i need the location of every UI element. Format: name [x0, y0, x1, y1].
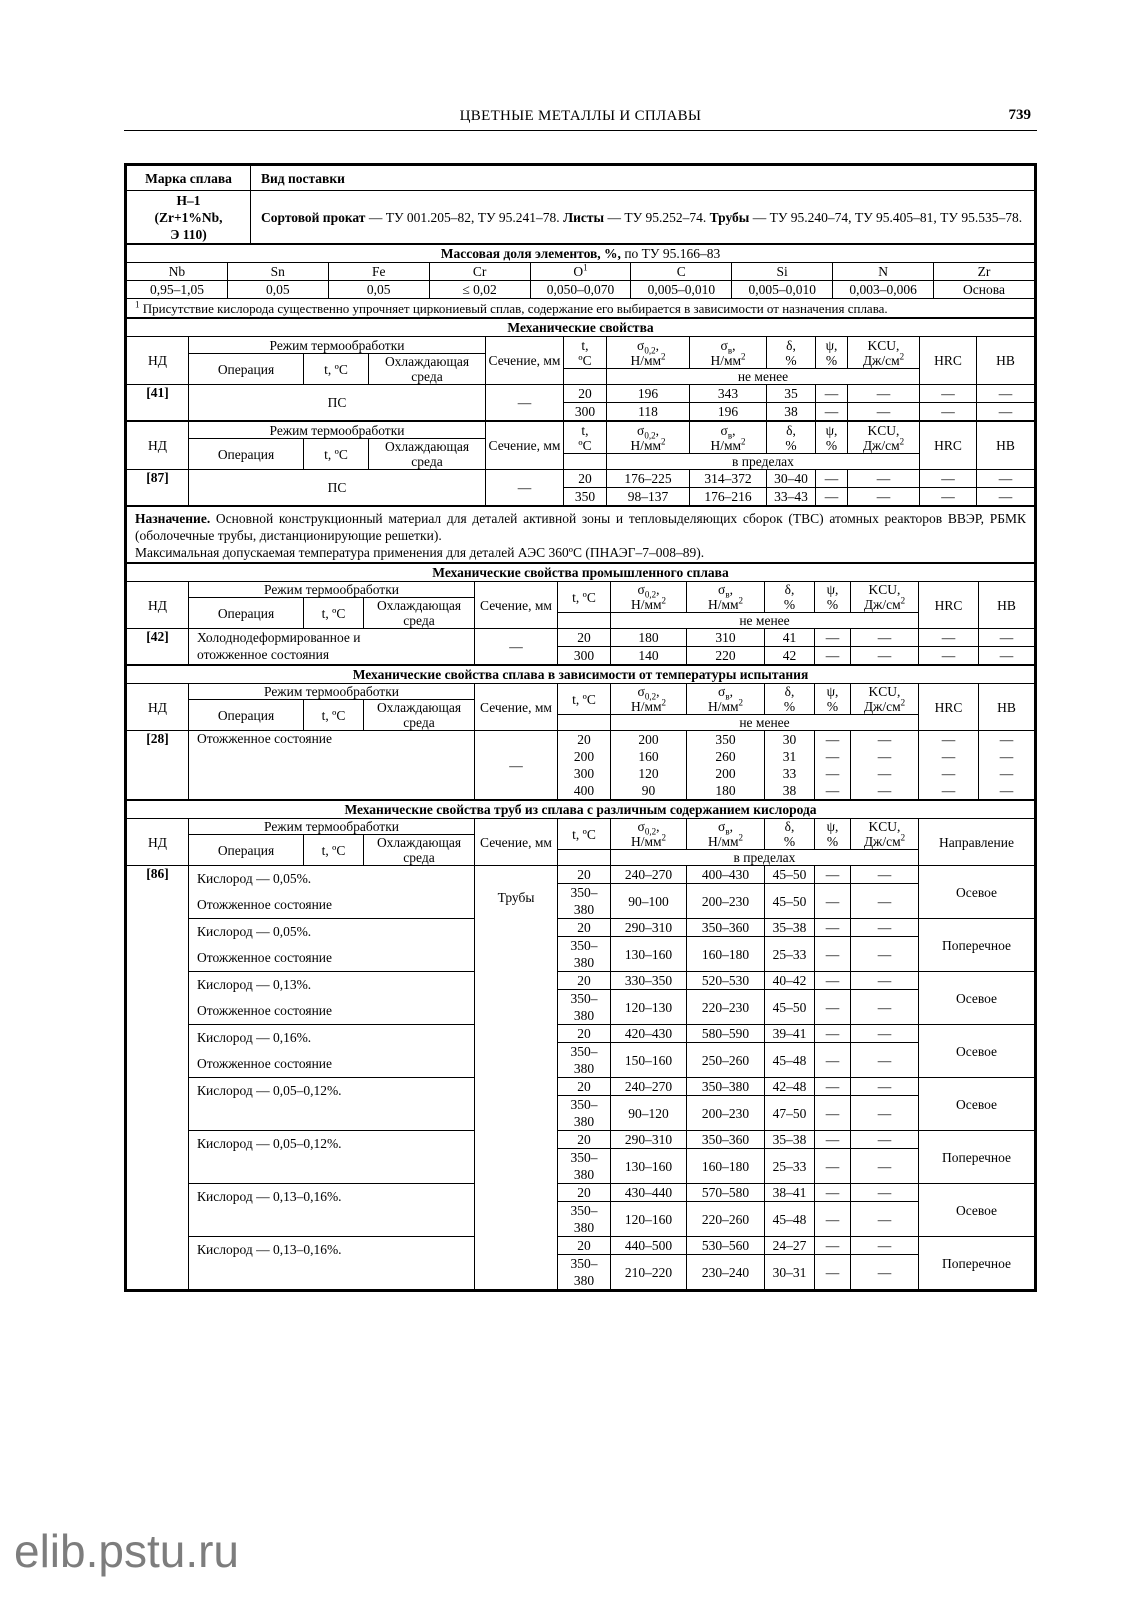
- mech3-title: Механические свойства промышленного сплава: [127, 563, 1035, 582]
- cooling-header: Охлаждающая среда: [369, 439, 486, 470]
- sigmab-header: $\sigma_в$, $Н/мм^2$: [687, 582, 765, 613]
- composition-table: [126, 243, 1035, 318]
- section-header: Сечение, мм: [475, 819, 558, 866]
- section-header: Сечение, мм: [475, 582, 558, 629]
- nd-ref: [86]: [127, 866, 189, 1290]
- section-header: Сечение, мм: [475, 684, 558, 731]
- psi-header: ψ, %: [815, 582, 851, 613]
- hrc-values: — — — —: [919, 731, 979, 800]
- t-header: t, ºC: [558, 582, 611, 613]
- sigmab-header: $\sigma_в$, $Н/мм^2$: [690, 337, 767, 369]
- nd-ref: [87]: [127, 470, 189, 507]
- hrc-header: HRC: [920, 421, 977, 470]
- grade-table: [126, 165, 1035, 244]
- heat-treatment-header: Режим термообработки: [189, 819, 475, 835]
- psi-values: — — — —: [815, 731, 851, 800]
- t-header: t, ºC: [558, 819, 611, 850]
- section-value: —: [486, 470, 564, 507]
- direction-value: Осевое: [919, 1078, 1035, 1131]
- element-value: 0,95–1,05: [127, 281, 228, 299]
- direction-value: Поперечное: [919, 1131, 1035, 1184]
- element-value-row: [127, 281, 1035, 299]
- sigma02-header: $\sigma_{0,2}$, $Н/мм^2$: [607, 337, 690, 369]
- direction-header: Направление: [919, 819, 1035, 866]
- supply-label: Вид поставки: [251, 166, 1035, 191]
- delta-header: δ, %: [767, 337, 816, 369]
- element-row: [127, 263, 1035, 281]
- element-name: Sn: [227, 263, 328, 281]
- table-row: [127, 731, 1035, 800]
- sigma02-header: $\sigma_{0,2}$, $Н/мм^2$: [611, 684, 687, 715]
- nd-header: НД: [127, 582, 189, 629]
- kcu-header: KCU, $Дж/см^2$: [851, 684, 919, 715]
- kcu-header: KCU, $Дж/см^2$: [851, 819, 919, 850]
- section-header: Сечение, мм: [486, 421, 564, 470]
- operation-value: Кислород — 0,13%. Отожженное состояние: [189, 972, 475, 1025]
- element-name: Nb: [127, 263, 228, 281]
- oxygen-content-table: [126, 799, 1035, 866]
- heat-treatment-header: Режим термообработки: [189, 582, 475, 598]
- table-row: 350– 380 120–130 220–230 45–50 — —: [127, 990, 1035, 1025]
- table-row: 350– 380 130–160 160–180 25–33 — —: [127, 1149, 1035, 1184]
- hrc-header: HRC: [919, 582, 979, 629]
- hrc-header: HRC: [920, 337, 977, 385]
- table-row: Кислород — 0,05%. Отожженное состояние 20 290–310 350–360 35–38 — — Поперечное: [127, 919, 1035, 937]
- element-name: C: [631, 263, 732, 281]
- sigma02-header: $\sigma_{0,2}$, $Н/мм^2$: [611, 819, 687, 850]
- operation-header: Операция: [189, 700, 304, 731]
- direction-value: Поперечное: [919, 1237, 1035, 1290]
- operation-header: Операция: [189, 439, 304, 470]
- table-row: [41] ПС — 20 196 343 35 — — — —: [127, 385, 1035, 403]
- watermark: elib.pstu.ru: [14, 1525, 240, 1577]
- hrc-header: HRC: [919, 684, 979, 731]
- table-row: 350– 380 120–160 220–260 45–48 — —: [127, 1202, 1035, 1237]
- section-value: —: [475, 629, 558, 666]
- element-value: 0,05: [328, 281, 429, 299]
- t-header: t, ºC: [558, 684, 611, 715]
- psi-header: ψ, %: [816, 337, 848, 369]
- hb-header: НВ: [979, 582, 1035, 629]
- t-values: 20 200 300 400: [558, 731, 611, 800]
- table-row: [87] ПС — 20 176–225 314–372 30–40 — — — —: [127, 470, 1035, 488]
- table-row: 350 98–137 176–216 33–43 — — — —: [127, 488, 1035, 507]
- industrial-alloy-table: [126, 562, 1035, 800]
- composition-footnote: $^1$ Присутствие кислорода существенно упрочняет циркониевый сплав, содержание его выбирается в зависимости от назначения сплава.: [127, 299, 1035, 318]
- temp-header: t, ºC: [304, 354, 369, 385]
- nd-ref: [42]: [127, 629, 189, 666]
- nd-header: НД: [127, 819, 189, 866]
- direction-value: Поперечное: [919, 919, 1035, 972]
- sigmab-header: $\sigma_в$, $Н/мм^2$: [687, 819, 765, 850]
- psi-header: ψ, %: [815, 819, 851, 850]
- cooling-header: Охлаждающая среда: [369, 354, 486, 385]
- nd-header: НД: [127, 421, 189, 470]
- operation-value: Кислород — 0,05–0,12%.: [189, 1078, 475, 1131]
- direction-value: Осевое: [919, 972, 1035, 1025]
- element-value: 0,05: [227, 281, 328, 299]
- psi-header: ψ, %: [816, 421, 848, 454]
- element-value: ≤ 0,02: [429, 281, 530, 299]
- table-row: [86] Кислород — 0,05%. Отожженное состояние Трубы 20 240–270 400–430 45–50 — — Осевое: [127, 866, 1035, 884]
- operation-value: Кислород — 0,13–0,16%.: [189, 1237, 475, 1290]
- element-value: 0,005–0,010: [631, 281, 732, 299]
- table-row: Кислород — 0,13%. Отожженное состояние 20 330–350 520–530 40–42 — — Осевое: [127, 972, 1035, 990]
- element-name: Zr: [934, 263, 1035, 281]
- mechanical-properties-table: [126, 317, 1035, 563]
- table-row: 350– 380 90–120 200–230 47–50 — —: [127, 1096, 1035, 1131]
- sigma02-values: 200 160 120 90: [611, 731, 687, 800]
- direction-value: Осевое: [919, 866, 1035, 919]
- operation-value: ПС: [189, 385, 486, 422]
- element-name: $O^1$: [530, 263, 631, 281]
- mech4-title: Механические свойства сплава в зависимости от температуры испытания: [127, 665, 1035, 684]
- element-value: Основа: [934, 281, 1035, 299]
- hb-values: — — — —: [979, 731, 1035, 800]
- direction-value: Осевое: [919, 1184, 1035, 1237]
- sigma02-header: $\sigma_{0,2}$, $Н/мм^2$: [611, 582, 687, 613]
- cooling-header: Охлаждающая среда: [364, 835, 475, 866]
- kcu-header: KCU, $Дж/см^2$: [848, 421, 920, 454]
- ne-menee-label: не менее: [611, 715, 919, 731]
- operation-header: Операция: [189, 598, 304, 629]
- hb-header: НВ: [977, 337, 1035, 385]
- hb-header: НВ: [979, 684, 1035, 731]
- nd-ref: [41]: [127, 385, 189, 422]
- operation-value: Кислород — 0,05%. Отожженное состояние: [189, 919, 475, 972]
- kcu-header: KCU, $Дж/см^2$: [851, 582, 919, 613]
- ne-menee-label: не менее: [611, 613, 919, 629]
- sigmab-values: 350 260 200 180: [687, 731, 765, 800]
- supply-value: Сортовой прокат — ТУ 001.205–82, ТУ 95.241–78. Листы — ТУ 95.252–74. Трубы — ТУ 95.240–74, ТУ 95.405–81, ТУ 95.535–78.: [251, 191, 1035, 244]
- running-header: [124, 104, 1037, 131]
- running-title: ЦВЕТНЫЕ МЕТАЛЛЫ И СПЛАВЫ: [459, 108, 702, 124]
- table-row: Кислород — 0,13–0,16%. 20 430–440 570–580 38–41 — — Осевое: [127, 1184, 1035, 1202]
- section-header: Сечение, мм: [486, 337, 564, 385]
- kcu-header: KCU, $Дж/см^2$: [848, 337, 920, 369]
- v-predelah-label: в пределах: [607, 454, 920, 470]
- purpose-block: Назначение. Основной конструкционный материал для деталей активной зоны и тепловыделяющих сборок (ТВС) атомных реакторов ВВЭР, РБМК (оболочечные трубы, дистанционирующие решетки). Максимальная допускаемая температура применения для деталей АЭС 360ºС (ПНАЭГ–7–008–89).: [127, 506, 1035, 563]
- ne-menee-label: не менее: [607, 369, 920, 385]
- operation-value: Кислород — 0,05%. Отожженное состояние: [189, 866, 475, 919]
- section-value: —: [486, 385, 564, 422]
- delta-header: δ, %: [767, 421, 816, 454]
- mech1-title: Механические свойства: [127, 318, 1035, 337]
- sigma02-header: $\sigma_{0,2}$, $Н/мм^2$: [607, 421, 690, 454]
- table-row: Кислород — 0,16%. Отожженное состояние 20 420–430 580–590 39–41 — — Осевое: [127, 1025, 1035, 1043]
- element-name: Cr: [429, 263, 530, 281]
- t-header: t, ºC: [564, 421, 607, 454]
- table-row: [42] Холоднодеформированное и отожженное состояния — 20 180 310 41 — — — —: [127, 629, 1035, 647]
- operation-value: Кислород — 0,05–0,12%.: [189, 1131, 475, 1184]
- grade-label: Марка сплава: [127, 166, 251, 191]
- nd-header: НД: [127, 337, 189, 385]
- grade-value: Н–1 (Zr+1%Nb, Э 110): [127, 191, 251, 244]
- alloy-data-sheet: [124, 163, 1037, 1292]
- heat-treatment-header: Режим термообработки: [189, 684, 475, 700]
- kcu-values: — — — —: [851, 731, 919, 800]
- heat-treatment-header: Режим термообработки: [189, 337, 486, 354]
- delta-values: 30 31 33 38: [765, 731, 815, 800]
- section-value: Трубы: [475, 866, 558, 1290]
- operation-header: Операция: [189, 835, 304, 866]
- element-name: Si: [732, 263, 833, 281]
- temp-header: t, ºC: [304, 700, 364, 731]
- hb-header: НВ: [977, 421, 1035, 470]
- table-row: Кислород — 0,13–0,16%. 20 440–500 530–560 24–27 — — Поперечное: [127, 1237, 1035, 1255]
- direction-value: Осевое: [919, 1025, 1035, 1078]
- element-value: 0,050–0,070: [530, 281, 631, 299]
- temp-header: t, ºC: [304, 598, 364, 629]
- table-row: 300 118 196 38 — — — —: [127, 403, 1035, 422]
- operation-value: Отожженное состояние: [189, 731, 475, 800]
- cooling-header: Охлаждающая среда: [364, 598, 475, 629]
- section-value: —: [475, 731, 558, 800]
- oxygen-content-body: [126, 865, 1035, 1290]
- table-row: 300 140 220 42 — — — —: [127, 647, 1035, 666]
- table-row: Кислород — 0,05–0,12%. 20 240–270 350–380 42–48 — — Осевое: [127, 1078, 1035, 1096]
- element-name: N: [833, 263, 934, 281]
- operation-header: Операция: [189, 354, 304, 385]
- element-value: 0,003–0,006: [833, 281, 934, 299]
- psi-header: ψ, %: [815, 684, 851, 715]
- element-name: Fe: [328, 263, 429, 281]
- operation-value: Кислород — 0,16%. Отожженное состояние: [189, 1025, 475, 1078]
- mech5-title: Механические свойства труб из сплава с различным содержанием кислорода: [127, 800, 1035, 819]
- operation-value: Холоднодеформированное и отожженное состояния: [189, 629, 475, 666]
- t-header: t, ºC: [564, 337, 607, 369]
- nd-header: НД: [127, 684, 189, 731]
- temp-header: t, ºC: [304, 835, 364, 866]
- table-row: 350– 380 90–100 200–230 45–50 — —: [127, 884, 1035, 919]
- operation-value: Кислород — 0,13–0,16%.: [189, 1184, 475, 1237]
- delta-header: δ, %: [765, 819, 815, 850]
- page-number: 739: [1008, 107, 1031, 123]
- table-row: Кислород — 0,05–0,12%. 20 290–310 350–360 35–38 — — Поперечное: [127, 1131, 1035, 1149]
- composition-title: Массовая доля элементов, %, по ТУ 95.166–83: [127, 244, 1035, 263]
- operation-value: ПС: [189, 470, 486, 507]
- nd-ref: [28]: [127, 731, 189, 800]
- delta-header: δ, %: [765, 582, 815, 613]
- cooling-header: Охлаждающая среда: [364, 700, 475, 731]
- v-predelah-label: в пределах: [611, 850, 919, 866]
- sigmab-header: $\sigma_в$, $Н/мм^2$: [687, 684, 765, 715]
- sigmab-header: $\sigma_в$, $Н/мм^2$: [690, 421, 767, 454]
- temp-header: t, ºC: [304, 439, 369, 470]
- table-row: 350– 380 130–160 160–180 25–33 — —: [127, 937, 1035, 972]
- table-row: 350– 380 150–160 250–260 45–48 — —: [127, 1043, 1035, 1078]
- heat-treatment-header: Режим термообработки: [189, 421, 486, 439]
- table-row: 350– 380 210–220 230–240 30–31 — —: [127, 1255, 1035, 1290]
- delta-header: δ, %: [765, 684, 815, 715]
- element-value: 0,005–0,010: [732, 281, 833, 299]
